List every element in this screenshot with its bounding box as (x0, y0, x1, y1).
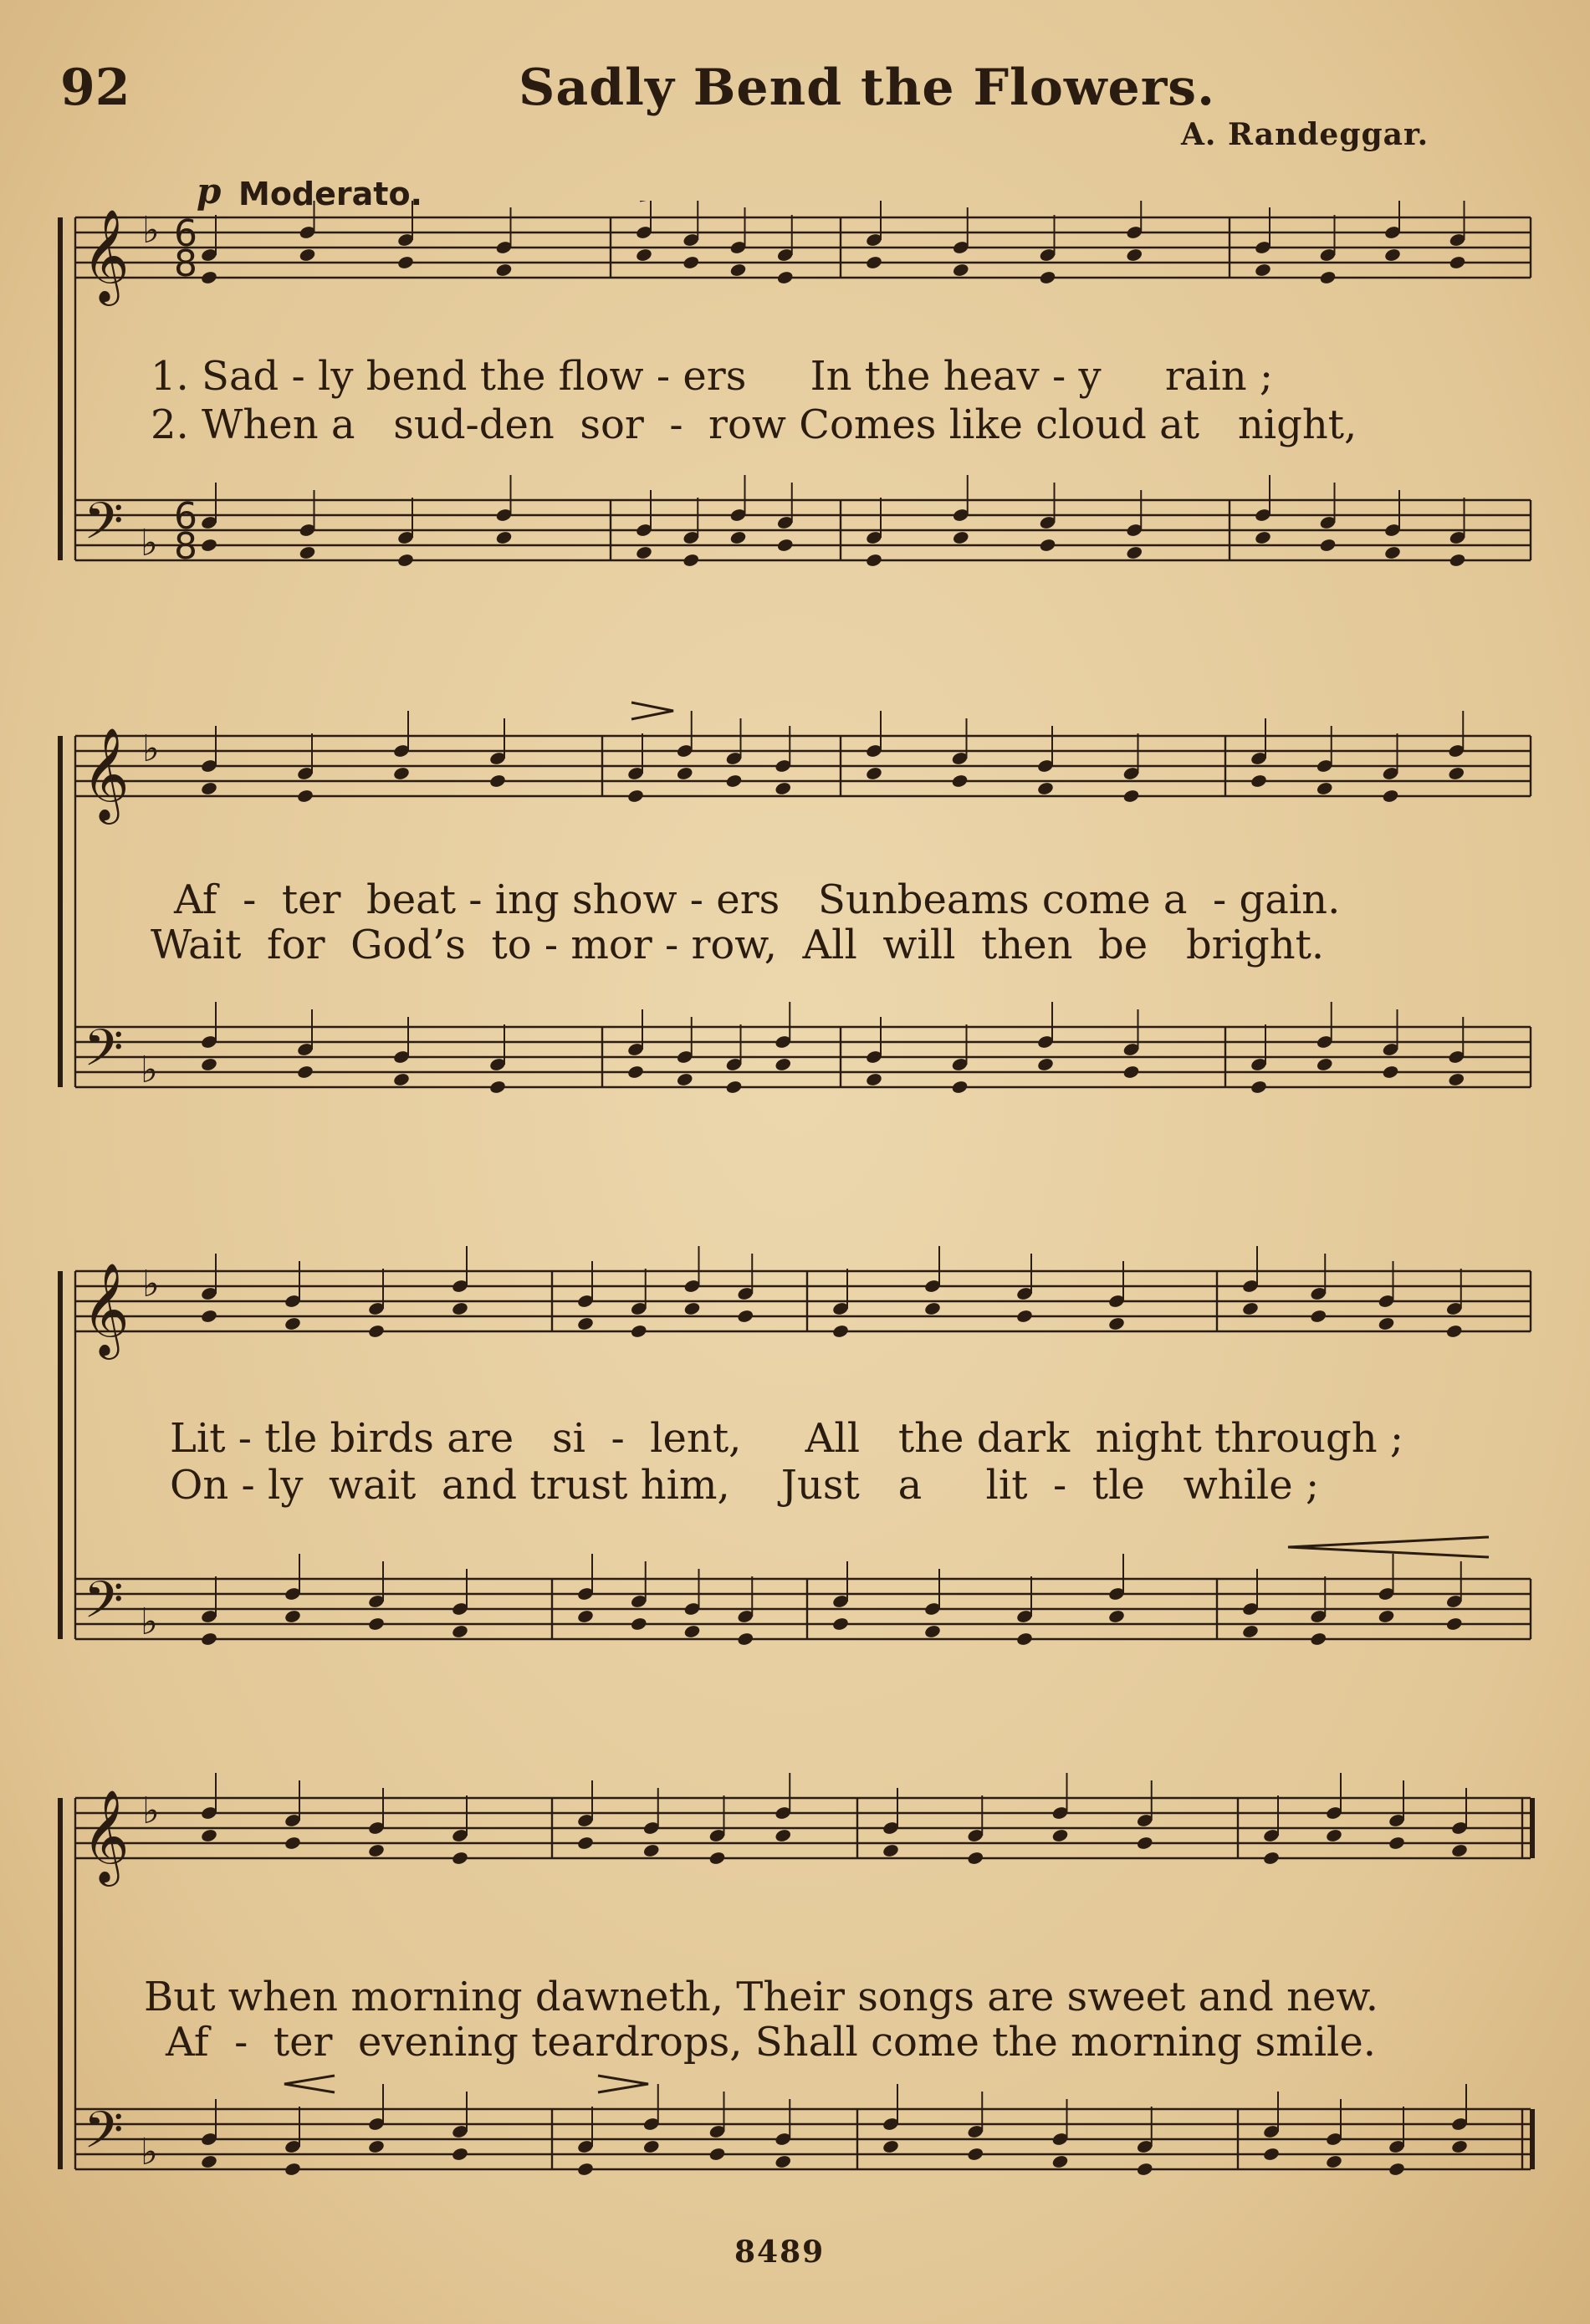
note-head (495, 530, 513, 545)
tempo-marking: Moderato. (238, 176, 422, 212)
note-head (200, 781, 217, 796)
note-head (296, 1065, 314, 1080)
note-head (1036, 1057, 1054, 1072)
note-head (882, 1843, 899, 1858)
note-head (1126, 248, 1143, 263)
note-head (576, 2162, 594, 2177)
music-system-1 (50, 201, 1539, 627)
note-head (284, 2162, 301, 2177)
note-head (775, 1828, 792, 1843)
plate-number: 8489 (734, 2235, 826, 2270)
note-head (1445, 1617, 1463, 1632)
note-head (1325, 1828, 1342, 1843)
treble-clef-icon: 𝄞 (82, 1262, 130, 1356)
note-head (708, 2147, 726, 2162)
note-head (967, 1851, 984, 1866)
lyrics-verse-2: On - ly wait and trust him, Just a lit - tle while ; (170, 1462, 1320, 1509)
note-head (967, 2147, 984, 2162)
note-head (1051, 1828, 1069, 1843)
dynamic-marking: p (197, 171, 222, 212)
page-number: 92 (60, 59, 130, 117)
note-head (1319, 270, 1337, 285)
note-head (1449, 255, 1466, 270)
bass-clef-icon: 𝄢 (84, 2101, 124, 2173)
flat-icon: ♭ (142, 1263, 160, 1305)
note-head (865, 1072, 882, 1087)
note-head (1319, 538, 1337, 553)
note-head (1107, 1316, 1125, 1331)
note-head (725, 774, 743, 789)
note-head (683, 1301, 701, 1316)
note-head (708, 1851, 726, 1866)
composer-credit: A. Randeggar. (1181, 117, 1429, 152)
note-head (200, 1057, 217, 1072)
note-head (626, 1065, 644, 1080)
note-head (831, 1324, 849, 1339)
note-head (775, 2154, 792, 2169)
note-head (200, 1828, 217, 1843)
note-head (200, 1632, 217, 1647)
note-head (1448, 766, 1465, 781)
note-head (284, 1609, 301, 1624)
bass-clef-icon: 𝄢 (84, 492, 124, 564)
note-head (737, 1309, 754, 1324)
note-head (1448, 1072, 1465, 1087)
note-head (1241, 1624, 1259, 1639)
note-head (1388, 1836, 1405, 1851)
note-head (729, 263, 747, 278)
note-head (952, 530, 969, 545)
note-head (576, 1316, 594, 1331)
music-system-2 (50, 694, 1539, 1129)
note-head (451, 1301, 468, 1316)
note-head (1450, 2139, 1468, 2154)
note-head (1039, 538, 1056, 553)
time-signature-numerator: 6 (174, 212, 197, 255)
note-head (951, 1080, 969, 1095)
decrescendo-icon (598, 2076, 648, 2092)
note-head (865, 766, 882, 781)
note-head (1450, 1843, 1468, 1858)
note-head (1316, 1057, 1333, 1072)
note-head (1378, 1316, 1395, 1331)
note-head (1036, 781, 1054, 796)
flat-icon: ♭ (142, 728, 160, 770)
note-head (1310, 1309, 1327, 1324)
note-head (729, 530, 747, 545)
note-head (952, 263, 969, 278)
lyrics-verse-1: Af - ter beat - ing show - ers Sunbeams come a - gain. (174, 876, 1341, 923)
note-head (683, 1624, 701, 1639)
note-head (775, 781, 792, 796)
note-head (1250, 774, 1267, 789)
lyrics-verse-2: 2. When a sud-den sor - row Comes like cloud at night, (151, 401, 1357, 448)
note-head (1250, 1080, 1267, 1095)
note-head (1262, 2147, 1280, 2162)
treble-clef-icon: 𝄞 (82, 208, 130, 302)
flat-icon: ♭ (142, 1790, 160, 1832)
note-head (1241, 1301, 1259, 1316)
note-head (865, 255, 882, 270)
note-head (626, 789, 644, 804)
note-head (1262, 1851, 1280, 1866)
note-head (495, 263, 513, 278)
note-head (1449, 553, 1466, 568)
note-head (1254, 530, 1271, 545)
lyrics-verse-2: Wait for God’s to - mor - row, All will then be bright. (151, 922, 1325, 968)
note-head (451, 1624, 468, 1639)
bass-clef-icon: 𝄢 (84, 1571, 124, 1642)
flat-icon: ♭ (141, 1601, 158, 1643)
note-head (1382, 1065, 1399, 1080)
note-head (1015, 1309, 1033, 1324)
note-head (367, 1617, 385, 1632)
note-head (923, 1624, 941, 1639)
note-head (367, 1324, 385, 1339)
note-head (683, 553, 700, 568)
note-head (451, 1851, 468, 1866)
note-head (488, 1080, 506, 1095)
note-head (831, 1617, 849, 1632)
note-head (1136, 2162, 1153, 2177)
note-head (488, 774, 506, 789)
note-head (1316, 781, 1333, 796)
note-head (1378, 1609, 1395, 1624)
bass-clef-icon: 𝄢 (84, 1019, 124, 1090)
treble-clef-icon: 𝄞 (82, 1789, 130, 1882)
time-signature-numerator: 6 (174, 495, 197, 538)
note-head (683, 255, 700, 270)
accent-icon (631, 702, 673, 719)
note-head (1136, 1836, 1153, 1851)
music-system-3 (50, 1221, 1539, 1698)
note-head (1039, 270, 1056, 285)
note-head (775, 1057, 792, 1072)
note-head (396, 553, 414, 568)
note-head (392, 1072, 410, 1087)
note-head (299, 248, 316, 263)
note-head (1310, 1632, 1327, 1647)
note-head (296, 789, 314, 804)
note-head (737, 1632, 754, 1647)
treble-clef-icon: 𝄞 (82, 727, 130, 820)
note-head (923, 1301, 941, 1316)
flat-icon: ♭ (141, 2131, 158, 2173)
note-head (200, 538, 217, 553)
note-head (676, 1072, 693, 1087)
note-head (1382, 789, 1399, 804)
note-head (1051, 2154, 1069, 2169)
note-head (882, 2139, 899, 2154)
note-head (367, 1843, 385, 1858)
note-head (865, 553, 882, 568)
flat-icon: ♭ (141, 522, 158, 564)
note-head (635, 545, 652, 560)
note-head (451, 2147, 468, 2162)
note-head (776, 538, 794, 553)
note-head (299, 545, 316, 560)
note-head (200, 270, 217, 285)
note-head (1122, 1065, 1140, 1080)
note-head (1445, 1324, 1463, 1339)
music-system-4 (50, 1773, 1539, 2233)
note-head (1383, 545, 1401, 560)
note-head (1383, 248, 1401, 263)
lyrics-verse-1: But when morning dawneth, Their songs are sweet and new. (144, 1974, 1379, 2020)
lyrics-verse-2: Af - ter evening teardrops, Shall come the morning smile. (166, 2019, 1377, 2066)
note-head (367, 2139, 385, 2154)
time-signature-denominator: 8 (174, 243, 197, 285)
note-head (725, 1080, 743, 1095)
note-head (396, 255, 414, 270)
flat-icon: ♭ (141, 1049, 158, 1091)
note-head (1107, 1609, 1125, 1624)
note-head (1325, 2154, 1342, 2169)
note-head (1122, 789, 1140, 804)
note-head (284, 1836, 301, 1851)
note-head (676, 766, 693, 781)
note-head (576, 1836, 594, 1851)
lyrics-verse-1: 1. Sad - ly bend the flow - ers In the heav - y rain ; (151, 353, 1274, 400)
lyrics-verse-1: Lit - tle birds are si - lent, All the dark night through ; (170, 1415, 1404, 1462)
note-head (1388, 2162, 1405, 2177)
flat-icon: ♭ (142, 209, 160, 252)
note-head (284, 1316, 301, 1331)
note-head (200, 2154, 217, 2169)
note-head (776, 270, 794, 285)
crescendo-icon (284, 2076, 335, 2092)
note-head (630, 1324, 647, 1339)
note-head (1015, 1632, 1033, 1647)
note-head (1126, 545, 1143, 560)
note-head (635, 248, 652, 263)
note-head (200, 1309, 217, 1324)
note-head (642, 2139, 660, 2154)
time-signature-denominator: 8 (174, 525, 197, 568)
note-head (392, 766, 410, 781)
note-head (642, 1843, 660, 1858)
song-title: Sadly Bend the Flowers. (519, 59, 1215, 117)
note-head (630, 1617, 647, 1632)
note-head (576, 1609, 594, 1624)
note-head (951, 774, 969, 789)
note-head (1254, 263, 1271, 278)
crescendo-icon (1288, 1537, 1489, 1557)
